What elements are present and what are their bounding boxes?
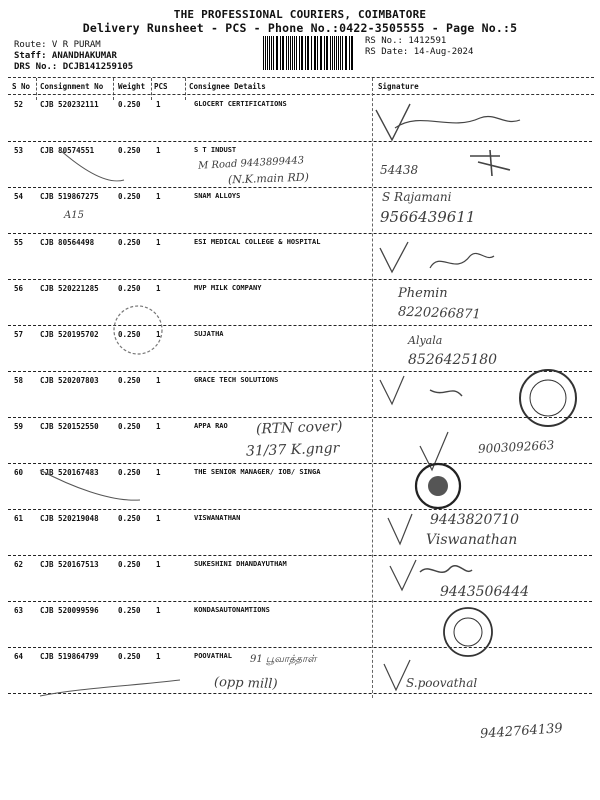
row-pcs: 1	[156, 560, 161, 569]
row-pcs: 1	[156, 468, 161, 477]
row-sno: 52	[14, 100, 24, 109]
col-consignment: Consignment No	[40, 82, 104, 91]
kondas-stamp-inner	[454, 618, 482, 646]
signature-stroke	[384, 660, 410, 690]
row-consignment: CJB 520167513	[40, 560, 99, 569]
row-consignment: CJB 520207803	[40, 376, 99, 385]
company-title: THE PROFESSIONAL COURIERS, COIMBATORE	[173, 8, 427, 21]
row-sno: 60	[14, 468, 24, 477]
row-sno: 61	[14, 514, 24, 523]
signature-stroke	[380, 242, 408, 272]
drs-number: DRS No.: DCJB141259105	[14, 62, 134, 72]
row-sno: 56	[14, 284, 24, 293]
route-label: Route: V R PURAM	[14, 40, 101, 50]
row-sno: 64	[14, 652, 24, 661]
row-consignee: SNAM ALLOYS	[194, 192, 241, 200]
pen-stroke	[40, 680, 180, 696]
pen-stroke	[40, 470, 140, 500]
rs-date: RS Date: 14-Aug-2024	[365, 47, 474, 57]
col-weight: Weight	[118, 82, 146, 91]
row-weight: 0.250	[118, 468, 141, 477]
handwriting: A15	[64, 210, 84, 221]
kondas-stamp	[444, 608, 492, 656]
iob-stamp-center	[428, 476, 448, 496]
row-weight: 0.250	[118, 606, 141, 615]
signature-stroke	[388, 514, 412, 544]
row-consignment: CJB 519867275	[40, 192, 99, 201]
handwriting: 9443506444	[440, 584, 530, 600]
row-consignee: ESI MEDICAL COLLEGE & HOSPITAL	[194, 238, 321, 246]
handwriting: 54438	[380, 163, 419, 177]
row-weight: 0.250	[118, 422, 141, 431]
row-pcs: 1	[156, 376, 161, 385]
col-sno: S No	[12, 82, 31, 91]
rs-number: RS No.: 1412591	[365, 36, 447, 46]
signature-stroke	[470, 150, 510, 176]
col-signature: Signature	[378, 82, 419, 91]
handwriting: 8220266871	[397, 304, 481, 323]
handwriting: 9566439611	[380, 208, 476, 226]
row-consignee: KONDASAUTONAMTIONS	[194, 606, 270, 614]
signature-stroke	[390, 560, 416, 590]
row-consignment: CJB 520195702	[40, 330, 99, 339]
signature-stroke	[380, 376, 404, 404]
signature-stroke	[420, 566, 472, 573]
row-consignment: CJB 80574551	[40, 146, 95, 155]
signature-stroke	[430, 253, 494, 268]
handwriting: M Road 9443899443	[197, 155, 305, 172]
handwriting: Viswanathan	[426, 532, 518, 548]
handwriting: 9003092663	[477, 438, 555, 456]
row-consignment: CJB 80564498	[40, 238, 95, 247]
staff-label: Staff: ANANDHAKUMAR	[14, 51, 117, 61]
row-pcs: 1	[156, 422, 161, 431]
handwriting: 9443820710	[430, 512, 520, 528]
handwriting: Phemin	[398, 286, 448, 301]
row-consignee: GLOCERT CERTIFICATIONS	[194, 100, 287, 108]
row-pcs: 1	[156, 606, 161, 615]
row-consignee: GRACE TECH SOLUTIONS	[194, 376, 279, 384]
row-pcs: 1	[156, 284, 161, 293]
row-weight: 0.250	[118, 330, 141, 339]
row-weight: 0.250	[118, 238, 141, 247]
signature-stroke	[430, 390, 462, 396]
row-consignment: CJB 520167483	[40, 468, 99, 477]
row-pcs: 1	[156, 238, 161, 247]
row-weight: 0.250	[118, 100, 141, 109]
row-consignment: CJB 520099596	[40, 606, 99, 615]
pen-stroke	[60, 150, 124, 181]
row-sno: 63	[14, 606, 24, 615]
handwriting: (opp mill)	[213, 674, 278, 693]
row-pcs: 1	[156, 192, 161, 201]
row-consignee: SUKESHINI DHANDAYUTHAM	[194, 560, 287, 568]
row-weight: 0.250	[118, 376, 141, 385]
handwriting: 9442764139	[479, 721, 564, 742]
col-pcs: PCS	[154, 82, 168, 91]
row-sno: 54	[14, 192, 24, 201]
grace-tech-stamp	[520, 370, 576, 426]
handwriting: (RTN cover)	[255, 418, 343, 438]
handwriting: 91 பூவாத்தாள்	[250, 654, 317, 665]
handwriting: 8526425180	[408, 352, 498, 368]
runsheet-subtitle: Delivery Runsheet - PCS - Phone No.:0422-3505555 - Page No.:5	[82, 21, 518, 35]
row-consignment: CJB 520221285	[40, 284, 99, 293]
signature-stroke	[395, 116, 520, 128]
row-consignee: SUJATHA	[194, 330, 224, 338]
row-weight: 0.250	[118, 652, 141, 661]
row-sno: 55	[14, 238, 24, 247]
row-consignment: CJB 519864799	[40, 652, 99, 661]
row-pcs: 1	[156, 146, 161, 155]
row-consignee: POOVATHAL	[194, 652, 232, 660]
row-sno: 58	[14, 376, 24, 385]
handwriting: (N.K.main RD)	[227, 170, 310, 187]
faint-stamp	[114, 306, 162, 354]
row-consignment: CJB 520232111	[40, 100, 99, 109]
col-consignee: Consignee Details	[189, 82, 266, 91]
row-pcs: 1	[156, 100, 161, 109]
handwriting: S.poovathal	[406, 676, 478, 690]
signature-stroke	[376, 104, 410, 140]
row-consignee: S T INDUST	[194, 146, 237, 154]
row-consignee: APPA RAO	[194, 422, 228, 430]
row-weight: 0.250	[118, 514, 141, 523]
handwriting: 31/37 K.gngr	[245, 440, 340, 460]
row-sno: 62	[14, 560, 24, 569]
row-consignment: CJB 520219048	[40, 514, 99, 523]
row-consignee: THE SENIOR MANAGER/ IOB/ SINGA	[194, 468, 321, 476]
row-sno: 57	[14, 330, 24, 339]
row-pcs: 1	[156, 330, 161, 339]
grace-tech-stamp-inner	[530, 380, 566, 416]
handwriting: Alyala	[408, 334, 443, 347]
handwriting: S Rajamani	[382, 190, 452, 204]
row-weight: 0.250	[118, 146, 141, 155]
row-sno: 59	[14, 422, 24, 431]
row-sno: 53	[14, 146, 24, 155]
row-consignment: CJB 520152550	[40, 422, 99, 431]
row-weight: 0.250	[118, 192, 141, 201]
row-pcs: 1	[156, 514, 161, 523]
row-consignee: VISWANATHAN	[194, 514, 241, 522]
row-weight: 0.250	[118, 284, 141, 293]
row-weight: 0.250	[118, 560, 141, 569]
row-consignee: MVP MILK COMPANY	[194, 284, 262, 292]
row-pcs: 1	[156, 652, 161, 661]
